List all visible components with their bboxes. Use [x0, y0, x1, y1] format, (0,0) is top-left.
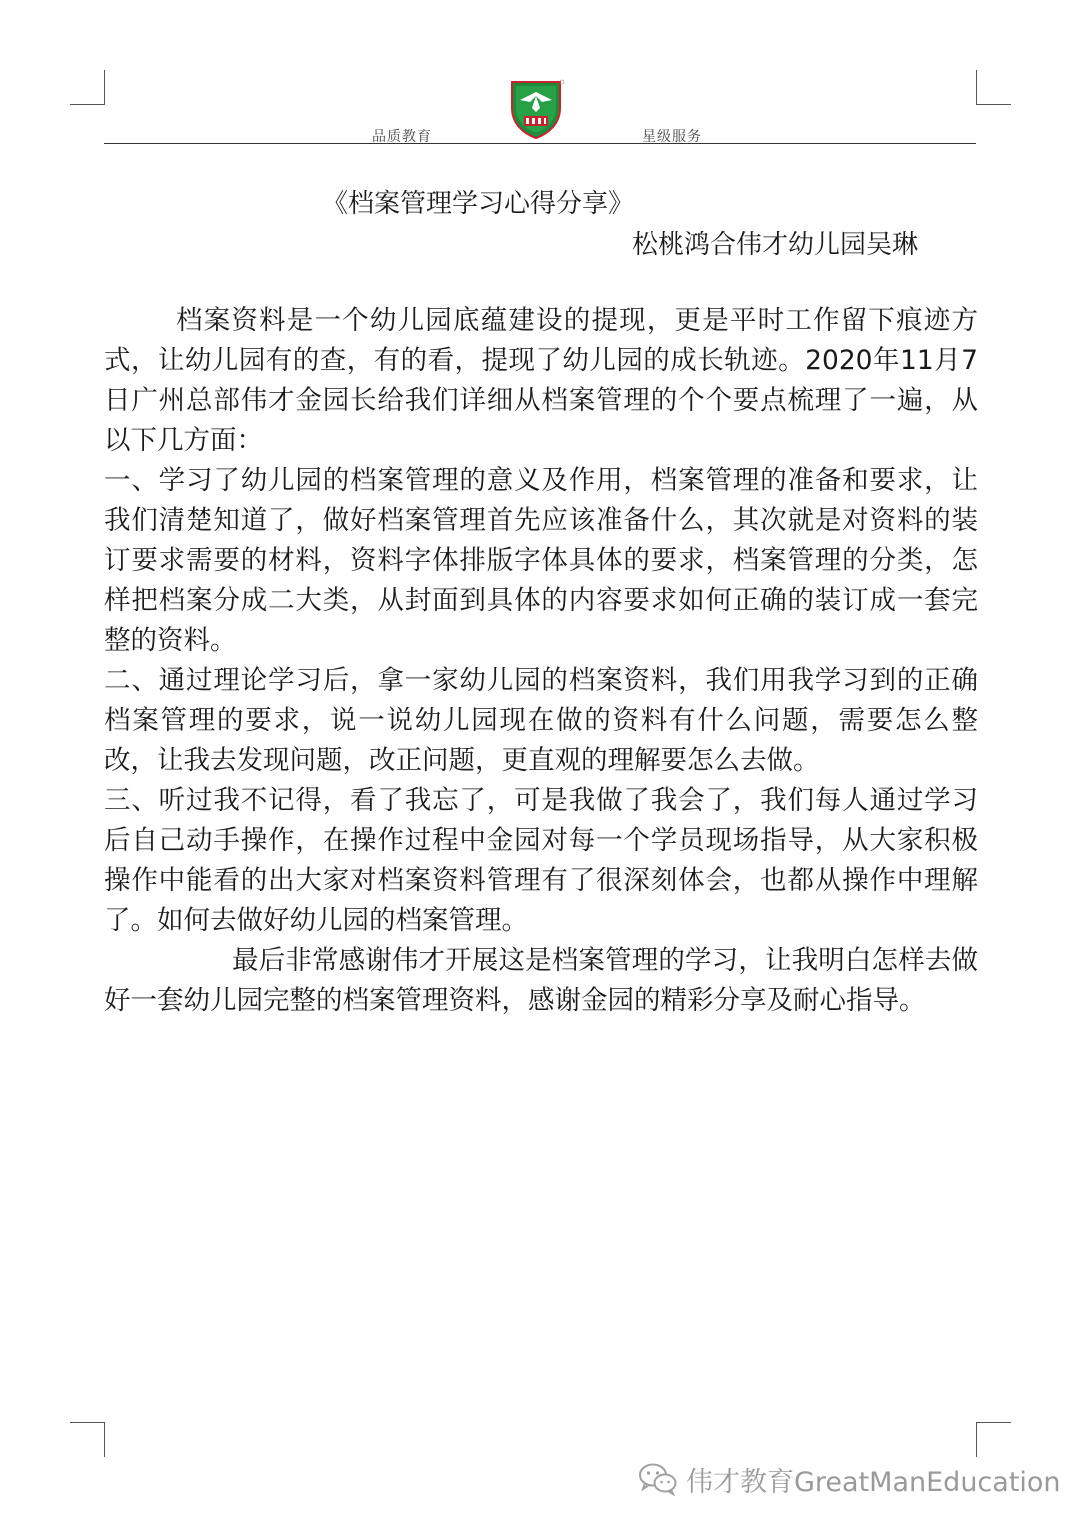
header-right-slogan: 星级服务 [642, 129, 702, 145]
corner-mark-top-left [70, 70, 105, 105]
paragraph-point-1: 一、学习了幼儿园的档案管理的意义及作用，档案管理的准备和要求，让我们清楚知道了，做好档案管理首先应该准备什么，其次就是对资料的装订要求需要的材料，资料字体排版字体具体的要求，档案管理的分类，怎样把档案分成二大类，从封面到具体的内容要求如何正确的装订成一套完整的资料。 [104, 465, 978, 656]
document-title: 《档案管理学习心得分享》 [322, 189, 635, 219]
wechat-watermark [638, 1459, 1061, 1499]
corner-mark-top-right [976, 70, 1011, 105]
wechat-icon [638, 1462, 678, 1496]
watermark-text: 伟才教育GreatManEducation [686, 1466, 1061, 1498]
paragraph-intro: 档案资料是一个幼儿园底蕴建设的提现，更是平时工作留下痕迹方式，让幼儿园有的查，有的看，提现了幼儿园的成长轨迹。2020年11月7日广州总部伟才金园长给我们详细从档案管理的个个要点梳理了一遍，从以下几方面： [104, 305, 978, 456]
eagle-shield-logo-icon [506, 78, 566, 140]
paragraph-closing: 最后非常感谢伟才开展这是档案管理的学习，让我明白怎样去做好一套幼儿园完整的档案管理资料，感谢金园的精彩分享及耐心指导。 [104, 945, 978, 1016]
paragraph-point-2: 二、通过理论学习后，拿一家幼儿园的档案资料，我们用我学习到的正确档案管理的要求，说一说幼儿园现在做的资料有什么问题，需要怎么整改，让我去发现问题，改正问题，更直观的理解要怎么去做。 [104, 665, 978, 776]
corner-mark-bottom-right [976, 1422, 1011, 1457]
corner-mark-bottom-left [70, 1422, 105, 1457]
document-author: 松桃鸿合伟才幼儿园吴琳 [632, 230, 919, 260]
header-left-slogan: 品质教育 [372, 129, 432, 145]
document-body [104, 301, 978, 1021]
paragraph-point-3: 三、听过我不记得，看了我忘了，可是我做了我会了，我们每人通过学习后自己动手操作，在操作过程中金园对每一个学员现场指导，从大家积极操作中能看的出大家对档案资料管理有了很深刻体会，也都从操作中理解了。如何去做好幼儿园的档案管理。 [104, 785, 978, 936]
header-divider [104, 143, 976, 144]
